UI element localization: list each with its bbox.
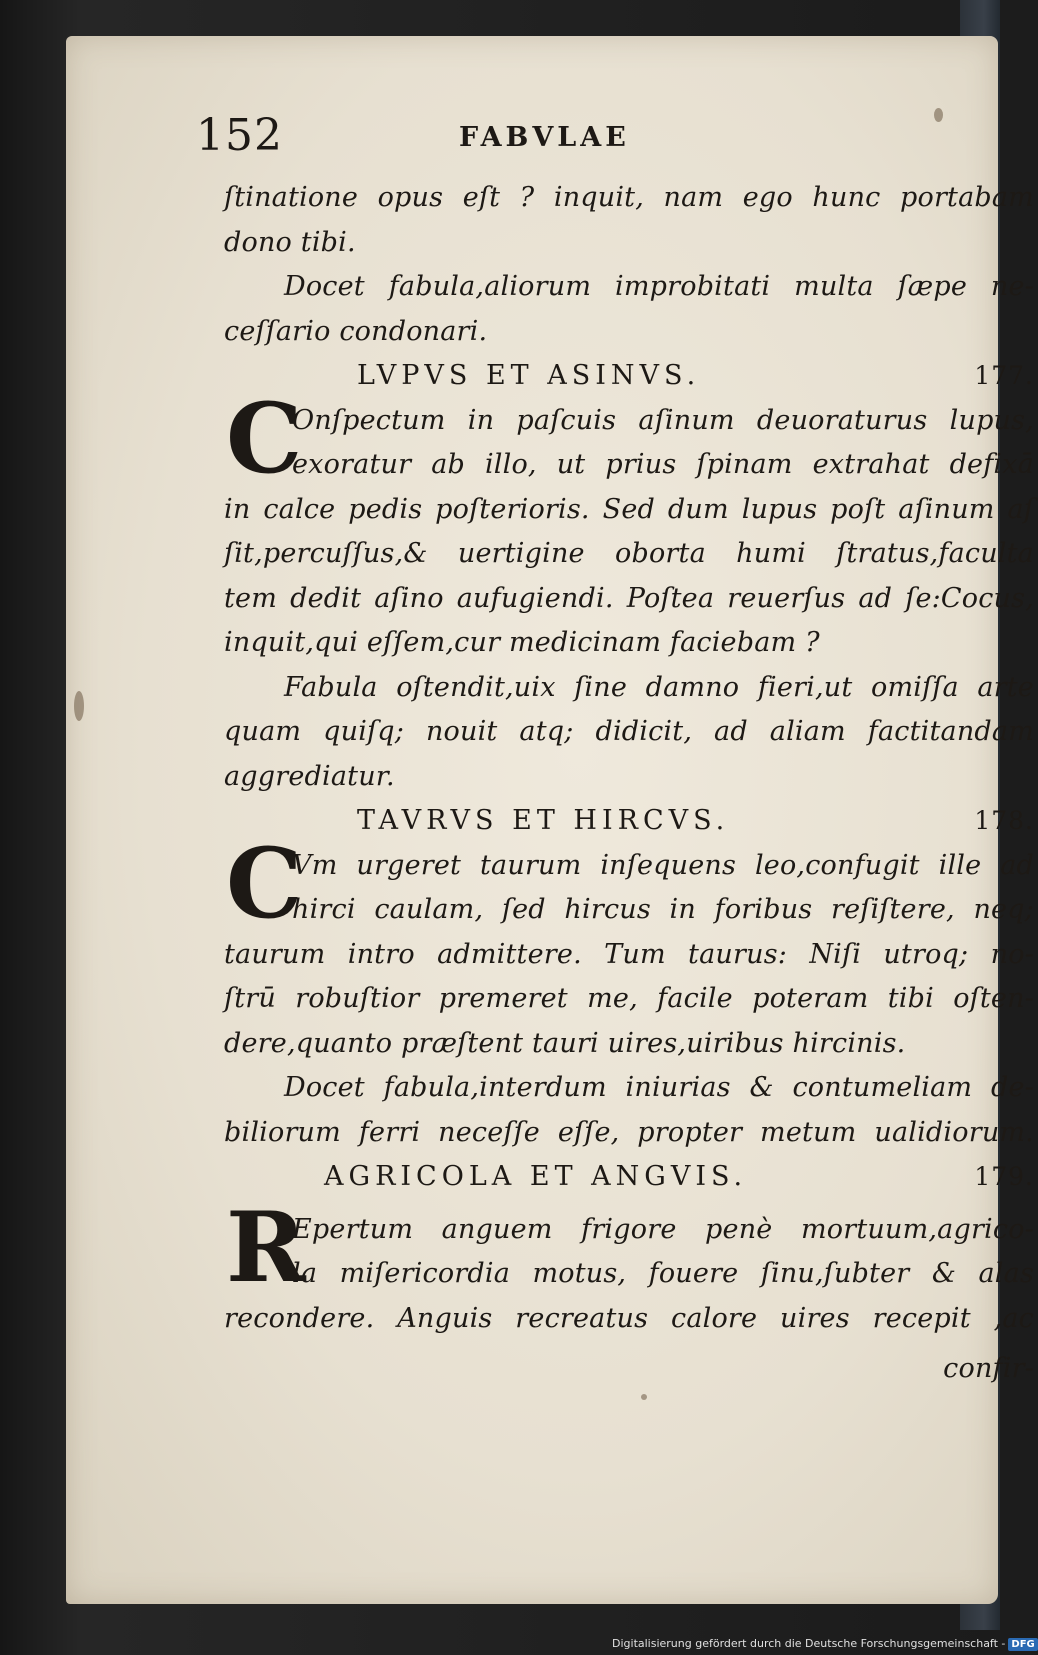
text-line: Epertum anguem frigore penè mortuum,agrico- bbox=[292, 1213, 1034, 1245]
fable-number: 177. bbox=[974, 361, 1034, 390]
ink-spot bbox=[74, 691, 84, 721]
catchword: confir- bbox=[943, 1353, 1034, 1384]
text-line: exoratur ab illo, ut prius ſpinam extrahat defixā bbox=[292, 449, 1034, 480]
fable-number: 179. bbox=[974, 1162, 1034, 1191]
drop-cap: C bbox=[226, 826, 303, 940]
fable-text bbox=[224, 826, 1034, 1156]
fable-heading bbox=[224, 354, 1034, 399]
text-line: Onſpectum in paſcuis aſinum deuoraturus lupus, bbox=[292, 404, 1034, 436]
text-line: ſit,percuſſus,& uertigine oborta humi ſtratus,faculta bbox=[224, 538, 1034, 569]
fable-heading bbox=[224, 1155, 1034, 1200]
fable-heading bbox=[224, 799, 1034, 844]
moral-line: quam quiſq; nouit atq; didicit, ad aliam factitandam bbox=[224, 716, 1034, 747]
digitization-credit bbox=[612, 1637, 1038, 1651]
moral-line: Docet fabula,aliorum improbitati multa ſæpe ne- bbox=[284, 271, 1034, 302]
drop-cap: R bbox=[226, 1190, 306, 1304]
fable-text bbox=[224, 1190, 1034, 1342]
text-line: recondere. Anguis recreatus calore uires recepit ,ac bbox=[224, 1302, 1034, 1334]
page-number: 152 bbox=[196, 110, 283, 161]
page-body bbox=[224, 176, 1034, 1392]
text-line: taurum intro admittere. Tum taurus: Niſi utroq; no- bbox=[224, 938, 1034, 970]
text-line: in calce pedis poſterioris. Sed dum lupus poſt aſinum aſ bbox=[224, 493, 1034, 525]
text-line: la miſericordia motus, fouere ſinu,ſubter & alas bbox=[292, 1258, 1034, 1289]
moral-line: Docet fabula,interdum iniurias & contumeliam de- bbox=[284, 1072, 1034, 1103]
text-line: ſtinatione opus eſt ? inquit, nam ego hunc portabam bbox=[224, 182, 1034, 213]
moral-line: Fabula oſtendit,uix ſine damno fieri,ut omiſſa arte bbox=[284, 671, 1034, 703]
fable-title: TAVRVS ET HIRCVS. bbox=[357, 805, 730, 836]
fable-text bbox=[224, 381, 1034, 800]
text-line: dono tibi. bbox=[224, 226, 356, 258]
ink-spot bbox=[641, 1394, 647, 1400]
text-line: hirci caulam, ſed hircus in foribus reſiſtere, neq; bbox=[292, 894, 1034, 925]
moral-line: ceſſario condonari. bbox=[224, 315, 488, 347]
fable-number: 178. bbox=[974, 806, 1034, 835]
dfg-logo-icon: DFG bbox=[1008, 1638, 1037, 1651]
book-page bbox=[66, 36, 1034, 1604]
text-line: inquit,qui eſſem,cur medicinam faciebam ? bbox=[224, 627, 820, 658]
credit-text: Digitalisierung gefördert durch die Deutsche Forschungsgemeinschaft - bbox=[612, 1637, 1006, 1650]
drop-cap: C bbox=[226, 381, 303, 495]
text-line: tem dedit aſino aufugiendi. Poſtea reuerſus ad ſe:Cocus, bbox=[224, 582, 1034, 614]
text-line: ſtrū robuſtior premeret me, facile poteram tibi oſten- bbox=[224, 983, 1034, 1014]
running-title: FABVLAE bbox=[459, 122, 630, 153]
moral-line: biliorum ferri neceſſe eſſe, propter metum ualidiorum. bbox=[224, 1116, 1034, 1148]
page-header bbox=[196, 110, 966, 170]
text-line: Vm urgeret taurum inſequens leo,confugit ille ad bbox=[292, 849, 1034, 881]
text-line: dere,quanto præſtent tauri uires,uiribus hircinis. bbox=[224, 1027, 906, 1059]
fable-title: AGRICOLA ET ANGVIS. bbox=[324, 1161, 748, 1192]
fable-title: LVPVS ET ASINVS. bbox=[357, 360, 701, 391]
moral-line: aggrediatur. bbox=[224, 760, 395, 792]
